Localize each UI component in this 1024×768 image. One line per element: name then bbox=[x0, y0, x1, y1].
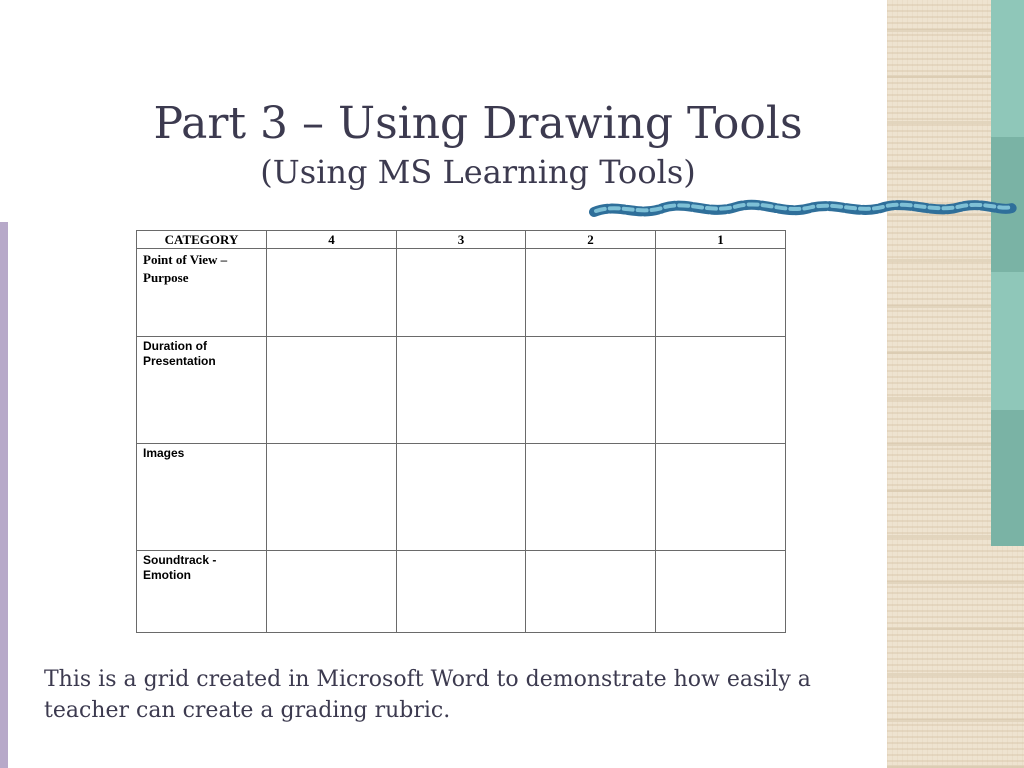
decorative-squiggle bbox=[588, 194, 1018, 224]
rubric-cell bbox=[397, 337, 526, 444]
category-cell bbox=[137, 249, 267, 337]
category-label: Duration of Presentation bbox=[143, 339, 216, 368]
header-score-4: 4 bbox=[267, 231, 397, 249]
rubric-cell bbox=[526, 444, 656, 551]
rubric-cell bbox=[656, 444, 786, 551]
rubric-cell bbox=[656, 551, 786, 633]
slide-title: Part 3 – Using Drawing Tools bbox=[153, 98, 803, 149]
rubric-cell bbox=[526, 249, 656, 337]
rubric-cell bbox=[397, 249, 526, 337]
rubric-cell bbox=[656, 337, 786, 444]
header-score-2: 2 bbox=[526, 231, 656, 249]
rubric-cell bbox=[267, 249, 397, 337]
table-row bbox=[137, 444, 786, 551]
slide-subtitle: (Using MS Learning Tools) bbox=[260, 153, 696, 191]
teal-accent-strip bbox=[991, 0, 1024, 546]
rubric-table bbox=[136, 230, 786, 633]
table-row bbox=[137, 551, 786, 633]
category-label: Images bbox=[143, 446, 185, 460]
header-category: CATEGORY bbox=[137, 231, 267, 249]
header-score-3: 3 bbox=[397, 231, 526, 249]
category-label: Point of View – Purpose bbox=[143, 252, 228, 285]
rubric-cell bbox=[397, 551, 526, 633]
table-row bbox=[137, 337, 786, 444]
header-score-1: 1 bbox=[656, 231, 786, 249]
category-label: Soundtrack - Emotion bbox=[143, 553, 217, 582]
left-accent-bar bbox=[0, 222, 8, 768]
rubric-cell bbox=[267, 444, 397, 551]
rubric-cell bbox=[267, 551, 397, 633]
slide-caption: This is a grid created in Microsoft Word to demonstrate how easily a teacher can create a grading rubric. bbox=[44, 667, 811, 723]
rubric-header-row bbox=[137, 231, 786, 249]
category-cell bbox=[137, 551, 267, 633]
rubric-cell bbox=[526, 337, 656, 444]
rubric-cell bbox=[397, 444, 526, 551]
rubric-cell bbox=[656, 249, 786, 337]
rubric-cell bbox=[267, 337, 397, 444]
teal-block bbox=[991, 410, 1024, 546]
table-row bbox=[137, 249, 786, 337]
category-cell bbox=[137, 337, 267, 444]
category-cell bbox=[137, 444, 267, 551]
rubric-cell bbox=[526, 551, 656, 633]
